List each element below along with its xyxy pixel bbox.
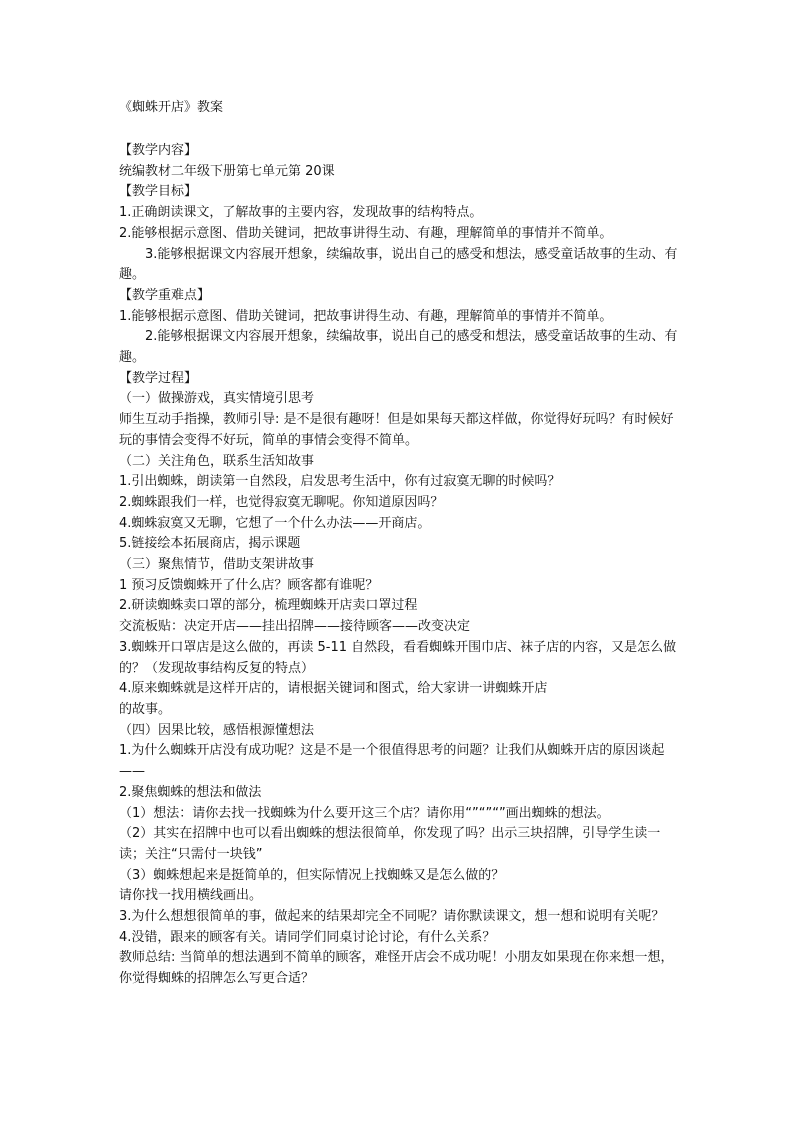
text-line: 交流板贴：决定开店——挂出招牌——接待顾客——改变决定: [119, 619, 471, 635]
text-line: 1.引出蜘蛛，朗读第一自然段，启发思考生活中，你有过寂寞无聊的时候吗？: [119, 474, 561, 490]
text-line: 1.能够根据示意图、借助关键词，把故事讲得生动、有趣，理解简单的事情并不简单。: [119, 308, 613, 324]
subsection-heading: （一）做操游戏，真实情境引思考: [119, 391, 315, 407]
text-line: 请你找一找用横线画出。: [119, 888, 263, 904]
text-line: 4.蜘蛛寂寞又无聊，它想了一个什么办法——开商店。: [119, 515, 431, 531]
document-title: 《蜘蛛开店》教案: [119, 100, 224, 115]
text-line: 1 预习反馈蜘蛛开了什么店？顾客都有谁呢？: [119, 577, 379, 593]
text-line: （1）想法：请你去找一找蜘蛛为什么要开这三个店？请你用“”“”“”画出蜘蛛的想法。: [119, 805, 610, 821]
text-line: 1.为什么蜘蛛开店没有成功呢？这是不是一个很值得思考的问题？让我们从蜘蛛开店的原因谈起——: [119, 743, 665, 780]
section-heading-key-points: 【教学重难点】: [119, 287, 211, 303]
section-heading-content: 【教学内容】: [119, 143, 198, 158]
section-heading-process: 【教学过程】: [119, 370, 198, 386]
text-line: 2.蜘蛛跟我们一样，也觉得寂寞无聊呢。你知道原因吗？: [119, 494, 444, 510]
text-line: 统编教材二年级下册第七单元第 20课: [119, 163, 335, 179]
text-line: 2.研读蜘蛛卖口罩的部分，梳理蜘蛛开店卖口罩过程: [119, 598, 418, 614]
text-line: 的故事。: [119, 701, 172, 717]
text-line: 3.为什么想想很简单的事，做起来的结果却完全不同呢？请你默读课文，想一想和说明有关呢？: [119, 909, 665, 925]
subsection-heading: （三）聚焦情节，借助支架讲故事: [119, 557, 315, 573]
subsection-heading: （四）因果比较，感悟根源懂想法: [119, 722, 315, 738]
text-line: 1.正确朗读课文，了解故事的主要内容，发现故事的结构特点。: [119, 205, 483, 221]
document-body: [119, 98, 679, 990]
text-line: 2.能够根据课文内容展开想象，续编故事，说出自己的感受和想法，感受童话故事的生动、有趣。: [119, 329, 678, 366]
text-line: 3.蜘蛛开口罩店是这么做的，再读 5-11 自然段，看看蜘蛛开围巾店、袜子店的内容，又是怎么做的？（发现故事结构反复的特点）: [119, 639, 677, 676]
section-heading-goals: 【教学目标】: [119, 184, 198, 200]
text-line: 2.能够根据示意图、借助关键词，把故事讲得生动、有趣，理解简单的事情并不简单。: [119, 225, 613, 241]
text-line: 教师总结: 当简单的想法遇到不简单的顾客，难怪开店会不成功呢！小朋友如果现在你来想一想，你觉得蜘蛛的招牌怎么写更合适？: [119, 950, 674, 987]
text-line: 3.能够根据课文内容展开想象，续编故事，说出自己的感受和想法，感受童话故事的生动、有趣。: [119, 246, 678, 283]
text-line: 师生互动手指操，教师引导: 是不是很有趣呀！但是如果每天都这样做，你觉得好玩吗？有时候好玩的事情会变得不好玩，简单的事情会变得不简单。: [119, 412, 674, 448]
text-line: 5.链接绘本拓展商店，揭示课题: [119, 536, 301, 552]
text-line: 2.聚焦蜘蛛的想法和做法: [119, 784, 262, 800]
text-line: 4.原来蜘蛛就是这样开店的，请根据关键词和图式，给大家讲一讲蜘蛛开店: [119, 681, 548, 697]
text-line: （3）蜘蛛想起来是挺简单的，但实际情况上找蜘蛛又是怎么做的？: [119, 867, 505, 883]
text-line: （2）其实在招牌中也可以看出蜘蛛的想法很简单，你发现了吗？出示三块招牌，引导学生读一读；关注“只需付一块钱”: [119, 826, 661, 862]
text-line: 4.没错，跟来的顾客有关。请同学们同桌讨论讨论，有什么关系？: [119, 929, 496, 945]
subsection-heading: （二）关注角色，联系生活知故事: [119, 453, 315, 469]
